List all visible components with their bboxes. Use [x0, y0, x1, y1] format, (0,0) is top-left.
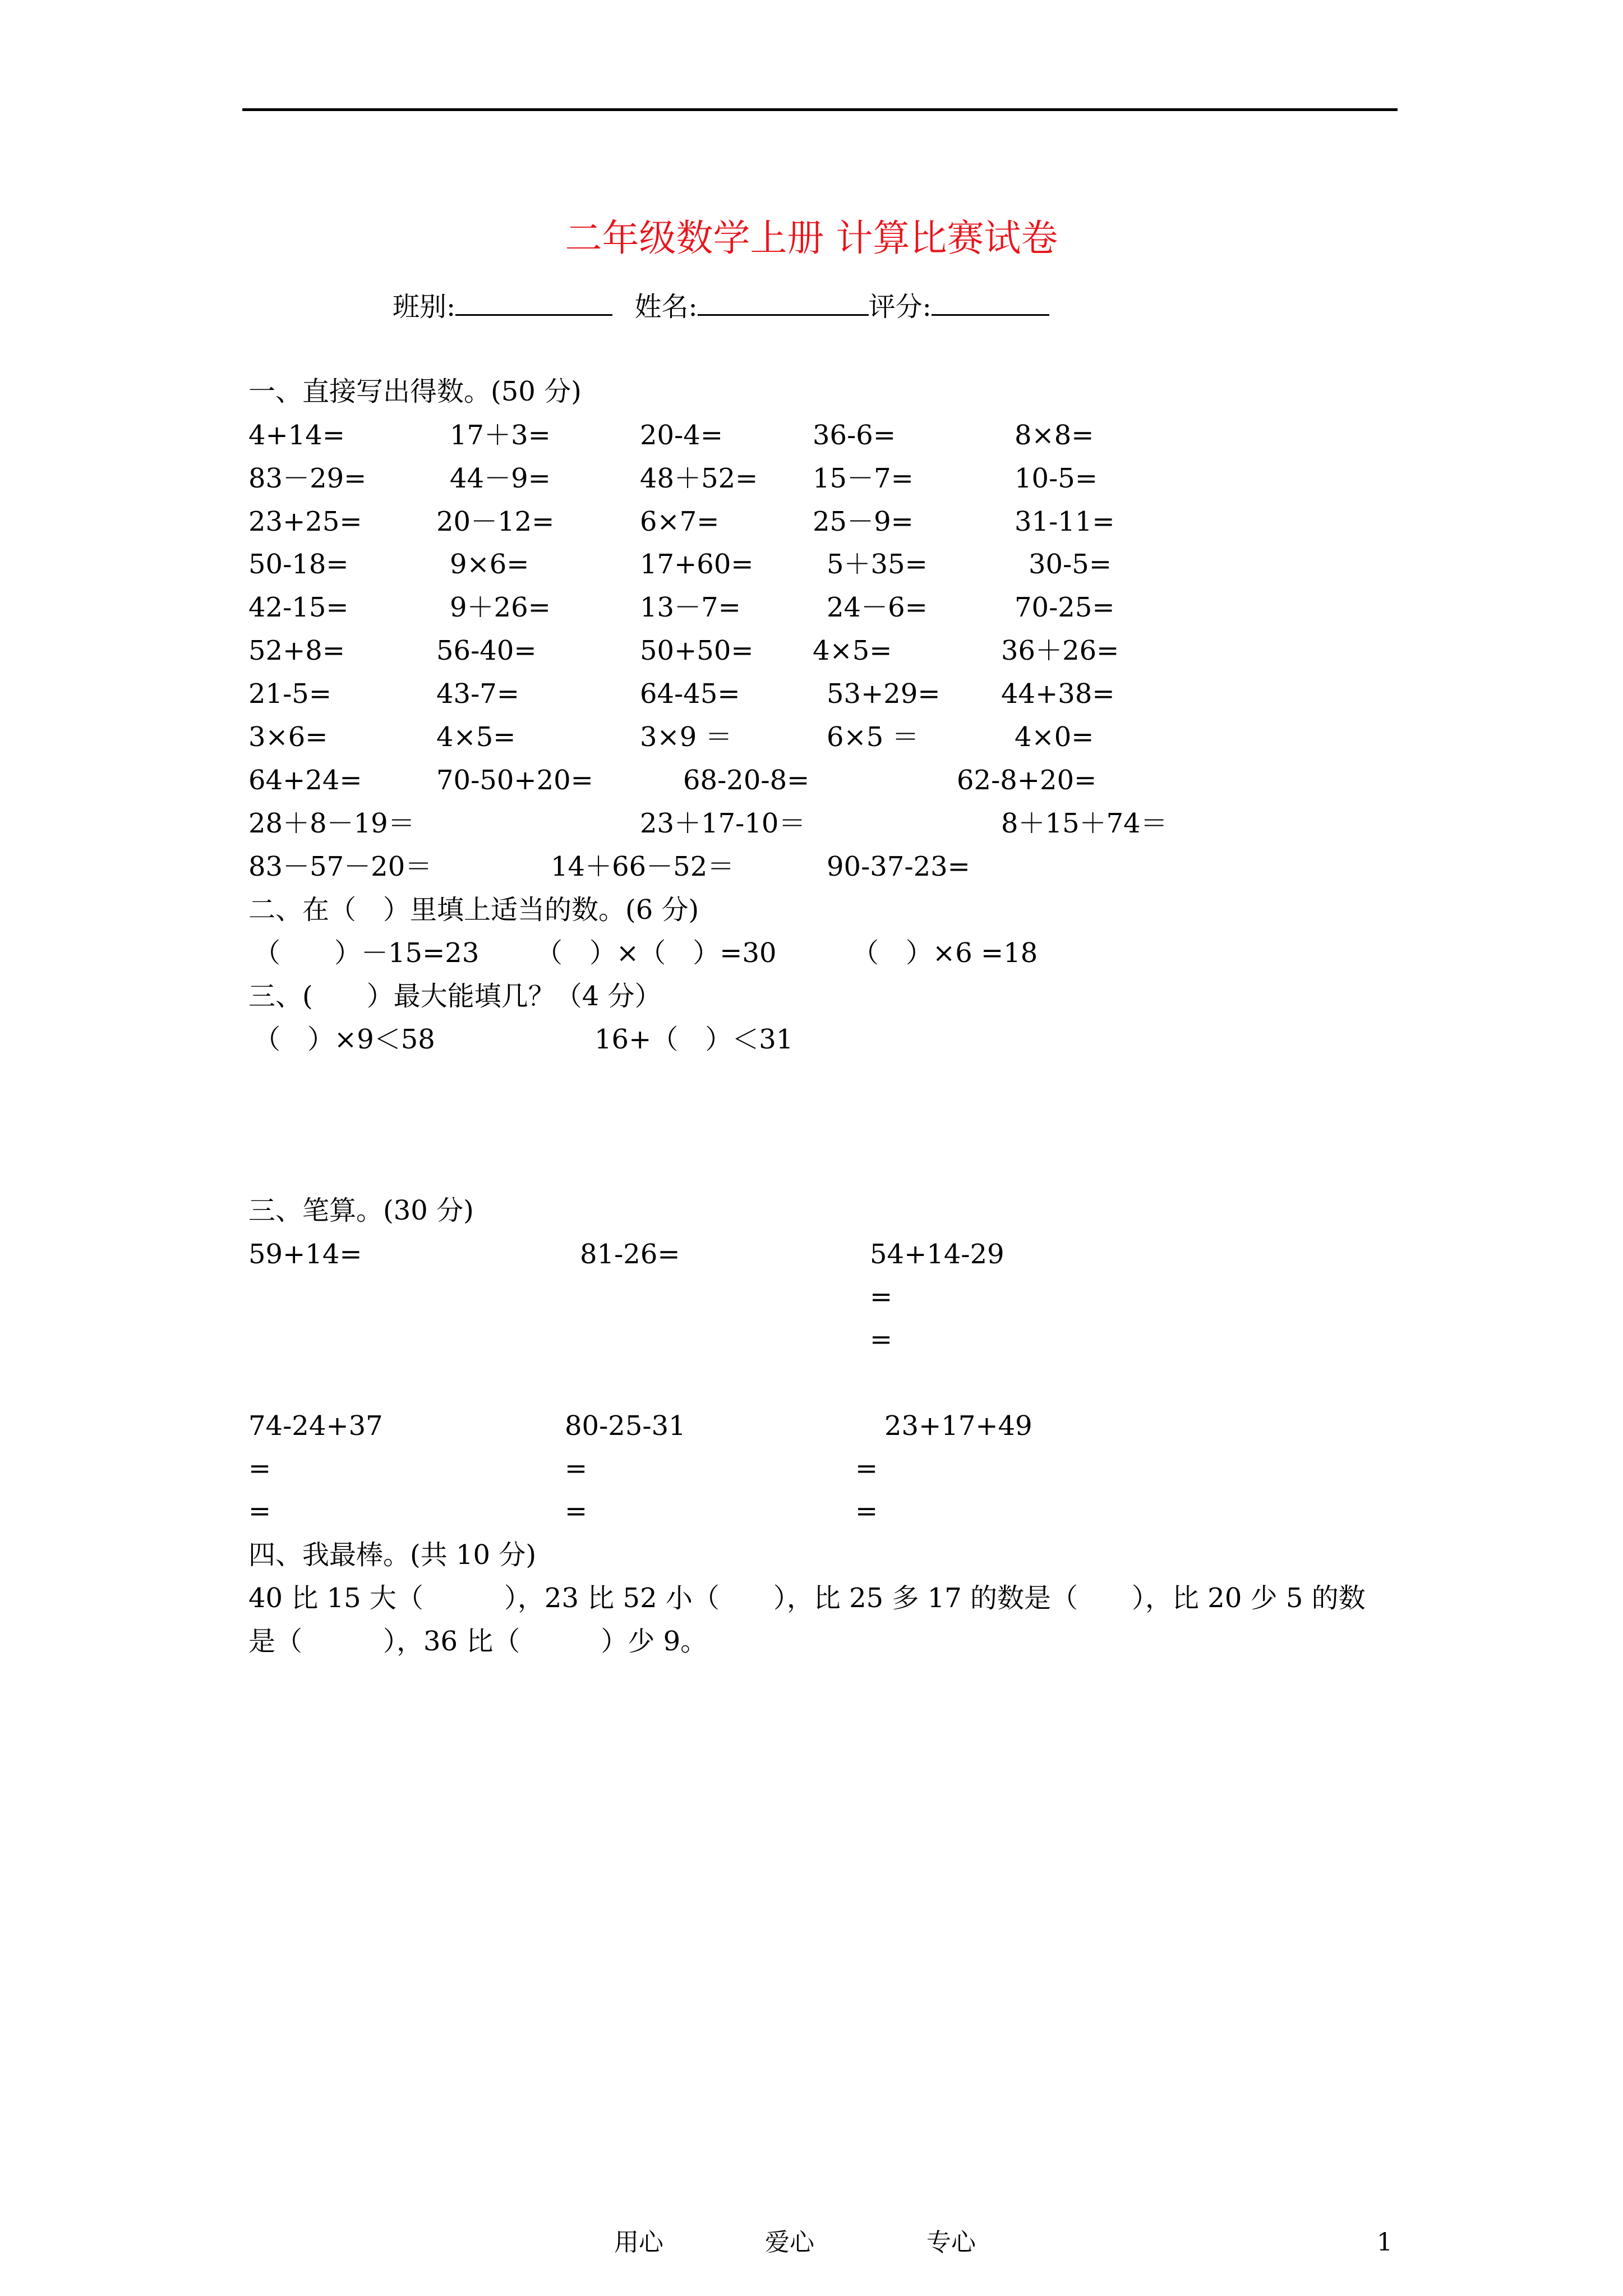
- problem: 64-45=: [640, 678, 740, 710]
- page-number: 1: [1377, 2228, 1393, 2257]
- header-rule: [242, 108, 1398, 111]
- equals-line: =: [565, 1496, 588, 1527]
- problem: 83－57－20＝: [248, 851, 432, 882]
- problem: 17+60=: [640, 549, 754, 580]
- problem: 52+8=: [248, 635, 345, 666]
- problem: 3×6=: [248, 721, 328, 753]
- word-problem-line: 40 比 15 大（ ），23 比 52 小（ ），比 25 多 17 的数是（ ），比 20 少 5 的数: [248, 1582, 1366, 1614]
- problem: 48＋52=: [640, 463, 758, 494]
- problem: 4×0=: [1015, 721, 1094, 753]
- problem: 9＋26=: [450, 592, 551, 623]
- fill-problem: （ ）×6 =18: [852, 937, 1038, 969]
- problem: 44+38=: [1001, 678, 1115, 710]
- written-problem: 81-26=: [580, 1239, 680, 1270]
- name-blank[interactable]: [698, 288, 869, 316]
- problem: 31-11=: [1015, 506, 1115, 537]
- section1-heading: 一、直接写出得数。(50 分): [248, 376, 582, 407]
- problem: 6×7=: [640, 506, 720, 537]
- fill-problem: （ ）×（ ）=30: [536, 937, 777, 969]
- section4-heading: 四、我最棒。(共 10 分): [248, 1539, 537, 1571]
- problem: 36＋26=: [1001, 635, 1119, 666]
- equals-line: =: [565, 1453, 588, 1484]
- problem: 4×5=: [436, 721, 516, 753]
- info-line: [393, 288, 1049, 324]
- problem: 14＋66－52＝: [551, 851, 735, 882]
- word-problem-line: 是（ ），36 比（ ）少 9。: [248, 1626, 708, 1657]
- problem: 23+25=: [248, 506, 362, 537]
- problem: 44－9=: [450, 463, 551, 494]
- problem: 64+24=: [248, 765, 362, 796]
- max-problem: （ ）×9＜58: [253, 1024, 435, 1055]
- problem: 56-40=: [436, 635, 537, 666]
- problem: 8＋15＋74＝: [1001, 808, 1168, 839]
- problem: 8×8=: [1015, 420, 1094, 451]
- footer-word: 用心: [614, 2228, 663, 2257]
- problem: 50-18=: [248, 549, 349, 580]
- problem: 28＋8－19＝: [248, 808, 415, 839]
- footer-word: 爱心: [765, 2228, 814, 2257]
- written-problem: 54+14-29: [870, 1239, 1004, 1270]
- equals-line: =: [855, 1453, 878, 1484]
- problem: 36-6=: [813, 420, 896, 451]
- equals-line: =: [870, 1324, 893, 1355]
- section3b-heading: 三、笔算。(30 分): [248, 1195, 474, 1226]
- max-problem: 16+（ ）＜31: [594, 1024, 794, 1055]
- problem: 90-37-23=: [827, 851, 970, 882]
- score-blank[interactable]: [932, 288, 1049, 316]
- problem: 23＋17-10＝: [640, 808, 806, 839]
- section2-heading: 二、在（ ）里填上适当的数。(6 分): [248, 894, 699, 926]
- problem: 15－7=: [813, 463, 914, 494]
- problem: 68-20-8=: [683, 765, 810, 796]
- problem: 13－7=: [640, 592, 741, 623]
- name-label: 姓名:: [634, 291, 698, 323]
- problem: 50+50=: [640, 635, 754, 666]
- problem: 24－6=: [827, 592, 928, 623]
- problem: 17＋3=: [450, 420, 551, 451]
- problem: 43-7=: [436, 678, 520, 710]
- problem: 10-5=: [1015, 463, 1098, 494]
- equals-line: =: [870, 1281, 893, 1313]
- written-problem: 59+14=: [248, 1239, 362, 1270]
- problem: 62-8+20=: [957, 765, 1097, 796]
- equals-line: =: [248, 1496, 271, 1527]
- section3a-heading: 三、( ）最大能填几？（4 分）: [248, 981, 662, 1012]
- problem: 70-25=: [1015, 592, 1115, 623]
- problem: 30-5=: [1029, 549, 1112, 580]
- equals-line: =: [855, 1496, 878, 1527]
- problem: 6×5 ＝: [827, 721, 919, 753]
- written-problem: 80-25-31: [565, 1410, 686, 1442]
- problem: 70-50+20=: [436, 765, 593, 796]
- fill-problem: （ ）－15=23: [253, 937, 479, 969]
- problem: 3×9 ＝: [640, 721, 732, 753]
- footer-word: 专心: [926, 2228, 976, 2257]
- problem: 4×5=: [813, 635, 892, 666]
- problem: 21-5=: [248, 678, 332, 710]
- problem: 42-15=: [248, 592, 349, 623]
- score-label: 评分:: [868, 291, 932, 323]
- written-problem: 74-24+37: [248, 1410, 383, 1442]
- equals-line: =: [248, 1453, 271, 1484]
- problem: 4+14=: [248, 420, 345, 451]
- class-blank[interactable]: [455, 288, 612, 316]
- page-title: 二年级数学上册 计算比赛试卷: [565, 217, 1058, 260]
- class-label: 班别:: [393, 291, 456, 323]
- problem: 83－29=: [248, 463, 367, 494]
- problem: 53+29=: [827, 678, 940, 710]
- written-problem: 23+17+49: [884, 1410, 1032, 1442]
- problem: 9×6=: [450, 549, 529, 580]
- problem: 5＋35=: [827, 549, 928, 580]
- problem: 25－9=: [813, 506, 914, 537]
- problem: 20－12=: [436, 506, 555, 537]
- problem: 20-4=: [640, 420, 723, 451]
